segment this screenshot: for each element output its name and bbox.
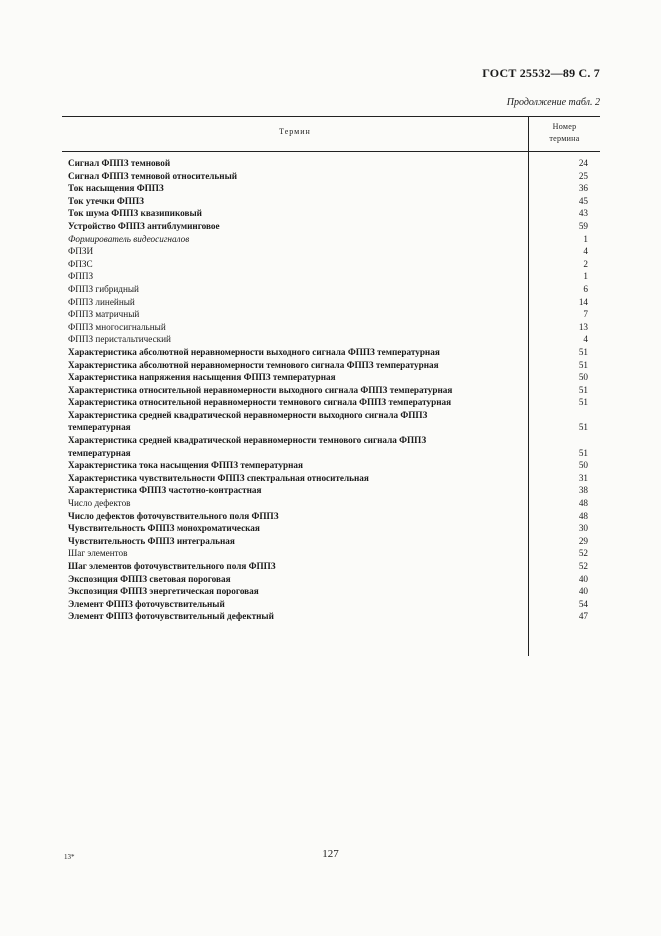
term-number-cell: 1 bbox=[583, 271, 588, 282]
table-row bbox=[68, 321, 588, 334]
term-number-cell: 40 bbox=[578, 573, 588, 584]
term-cell: Характеристика абсолютной неравномерности темнового сигнала ФППЗ температурная bbox=[68, 359, 439, 370]
table-row bbox=[68, 535, 588, 548]
table-row bbox=[68, 598, 588, 611]
term-number-cell: 52 bbox=[578, 561, 588, 571]
term-number-cell: 48 bbox=[578, 510, 588, 521]
term-number-cell: 40 bbox=[578, 586, 588, 597]
term-number-cell: 47 bbox=[578, 611, 588, 622]
term-cell: Ток насыщения ФППЗ bbox=[68, 183, 164, 194]
table-row bbox=[68, 472, 588, 485]
term-cell: Число дефектов фоточувствительного поля ФППЗ bbox=[68, 510, 279, 521]
term-cell: Шаг элементов bbox=[68, 548, 128, 559]
page-number: 127 bbox=[322, 848, 339, 860]
term-number-cell: 51 bbox=[578, 346, 588, 357]
table-row bbox=[68, 195, 588, 208]
term-cell: Экспозиция ФППЗ световая пороговая bbox=[68, 573, 231, 584]
term-number-cell: 6 bbox=[583, 283, 588, 294]
table-row bbox=[68, 220, 588, 233]
table-row bbox=[68, 547, 588, 560]
table-row bbox=[68, 258, 588, 271]
table-row bbox=[68, 182, 588, 195]
table-row bbox=[68, 233, 588, 246]
term-cell: Устройство ФППЗ антиблуминговое bbox=[68, 220, 220, 231]
table-row bbox=[68, 283, 588, 296]
table-row bbox=[68, 207, 588, 220]
term-cell: Характеристика напряжения насыщения ФППЗ температурная bbox=[68, 372, 336, 383]
table-row bbox=[68, 270, 588, 283]
term-number-cell: 24 bbox=[578, 158, 588, 168]
term-number-cell: 2 bbox=[583, 258, 588, 269]
term-cell: Характеристика средней квадратической неравномерности темнового сигнала ФППЗ температурная bbox=[68, 435, 427, 458]
term-number-cell: 51 bbox=[578, 359, 588, 370]
term-cell: Формирователь видеосигналов bbox=[68, 233, 190, 244]
term-number-cell: 45 bbox=[578, 195, 588, 206]
term-cell: ФППЗ гибридный bbox=[68, 283, 139, 294]
term-number-cell: 1 bbox=[583, 233, 588, 244]
term-cell: Ток утечки ФППЗ bbox=[68, 195, 144, 206]
term-number-cell: 51 bbox=[578, 384, 588, 395]
term-number-cell: 59 bbox=[578, 220, 588, 231]
term-number-cell: 50 bbox=[578, 372, 588, 383]
term-number-cell: 25 bbox=[578, 170, 588, 181]
term-number-cell: 29 bbox=[578, 535, 588, 546]
term-number-cell: 7 bbox=[583, 309, 588, 320]
term-cell: Элемент ФППЗ фоточувствительный дефектный bbox=[68, 611, 274, 622]
document-header: ГОСТ 25532—89 С. 7 bbox=[482, 66, 600, 80]
table-row bbox=[68, 497, 588, 510]
footer-signature-mark: 13* bbox=[64, 853, 75, 861]
table-row bbox=[68, 157, 588, 170]
table-row bbox=[68, 308, 588, 321]
term-cell: Чувствительность ФППЗ интегральная bbox=[68, 535, 235, 546]
term-number-cell: 54 bbox=[578, 598, 588, 609]
term-cell: Характеристика средней квадратической неравномерности выходного сигнала ФППЗ температурная bbox=[68, 409, 428, 433]
term-cell: Характеристика тока насыщения ФППЗ температурная bbox=[68, 460, 303, 471]
term-cell: ФППЗ линейный bbox=[68, 296, 135, 307]
term-index-table bbox=[68, 157, 588, 623]
table-row bbox=[68, 346, 588, 359]
table-row bbox=[68, 459, 588, 472]
term-number-cell: 50 bbox=[578, 460, 588, 471]
term-number-cell: 4 bbox=[583, 246, 588, 257]
term-cell: Экспозиция ФППЗ энергетическая пороговая bbox=[68, 586, 259, 597]
table-row bbox=[68, 245, 588, 258]
term-number-cell: 14 bbox=[578, 296, 588, 307]
term-number-cell: 30 bbox=[578, 523, 588, 534]
table-row bbox=[68, 396, 588, 409]
term-cell: Ток шума ФППЗ квазипиковый bbox=[68, 208, 202, 219]
term-number-cell: 31 bbox=[578, 472, 588, 483]
table-top-rule bbox=[62, 116, 600, 117]
term-cell: ФППЗ bbox=[68, 271, 94, 282]
table-row bbox=[68, 409, 588, 434]
term-cell: ФППЗ перистальтический bbox=[68, 334, 171, 345]
column-header-term: Термин bbox=[279, 127, 311, 136]
column-header-number-line2: термина bbox=[549, 134, 580, 143]
table-row bbox=[68, 585, 588, 598]
term-number-cell: 38 bbox=[578, 485, 588, 496]
term-number-cell: 51 bbox=[578, 397, 588, 408]
term-number-cell: 51 bbox=[578, 422, 588, 433]
term-cell: ФППЗ матричный bbox=[68, 309, 140, 320]
table-row bbox=[68, 434, 588, 459]
term-cell: Чувствительность ФППЗ монохроматическая bbox=[68, 523, 260, 534]
table-row bbox=[68, 522, 588, 535]
term-number-cell: 4 bbox=[583, 334, 588, 345]
term-cell: Сигнал ФППЗ темновой bbox=[68, 158, 171, 168]
table-row bbox=[68, 359, 588, 372]
table-row bbox=[68, 170, 588, 183]
term-cell: Характеристика относительной неравномерности темнового сигнала ФППЗ температурная bbox=[68, 397, 452, 408]
term-cell: ФПЗС bbox=[68, 258, 93, 269]
term-cell: Характеристика чувствительности ФППЗ спектральная относительная bbox=[68, 472, 369, 483]
term-cell: ФППЗ многосигнальный bbox=[68, 321, 166, 332]
table-row bbox=[68, 296, 588, 309]
term-cell: Характеристика относительной неравномерности выходного сигнала ФППЗ температурная bbox=[68, 384, 453, 395]
term-cell: Число дефектов bbox=[68, 498, 131, 509]
table-row bbox=[68, 371, 588, 384]
term-number-cell: 48 bbox=[578, 498, 588, 509]
column-header-number-line1: Номер bbox=[552, 122, 577, 131]
table-row bbox=[68, 573, 588, 586]
term-cell: Элемент ФППЗ фоточувствительный bbox=[68, 598, 225, 609]
term-cell: ФПЗИ bbox=[68, 246, 94, 257]
term-cell: Шаг элементов фоточувствительного поля ФППЗ bbox=[68, 561, 276, 571]
term-number-cell: 52 bbox=[578, 548, 588, 559]
term-number-cell: 43 bbox=[578, 208, 588, 219]
table-row bbox=[68, 384, 588, 397]
table-header-rule bbox=[62, 151, 600, 152]
table-row bbox=[68, 484, 588, 497]
term-number-cell: 51 bbox=[578, 447, 588, 458]
term-cell: Характеристика абсолютной неравномерности выходного сигнала ФППЗ температурная bbox=[68, 346, 440, 357]
term-cell: Характеристика ФППЗ частотно-контрастная bbox=[68, 485, 262, 496]
table-row bbox=[68, 333, 588, 346]
term-number-cell: 36 bbox=[578, 183, 588, 194]
term-cell: Сигнал ФППЗ темновой относительный bbox=[68, 170, 238, 181]
table-row bbox=[68, 560, 588, 573]
column-header-number bbox=[529, 121, 600, 145]
table-row bbox=[68, 610, 588, 623]
table-continuation-label: Продолжение табл. 2 bbox=[506, 97, 600, 108]
table-row bbox=[68, 510, 588, 523]
term-number-cell: 13 bbox=[578, 321, 588, 332]
